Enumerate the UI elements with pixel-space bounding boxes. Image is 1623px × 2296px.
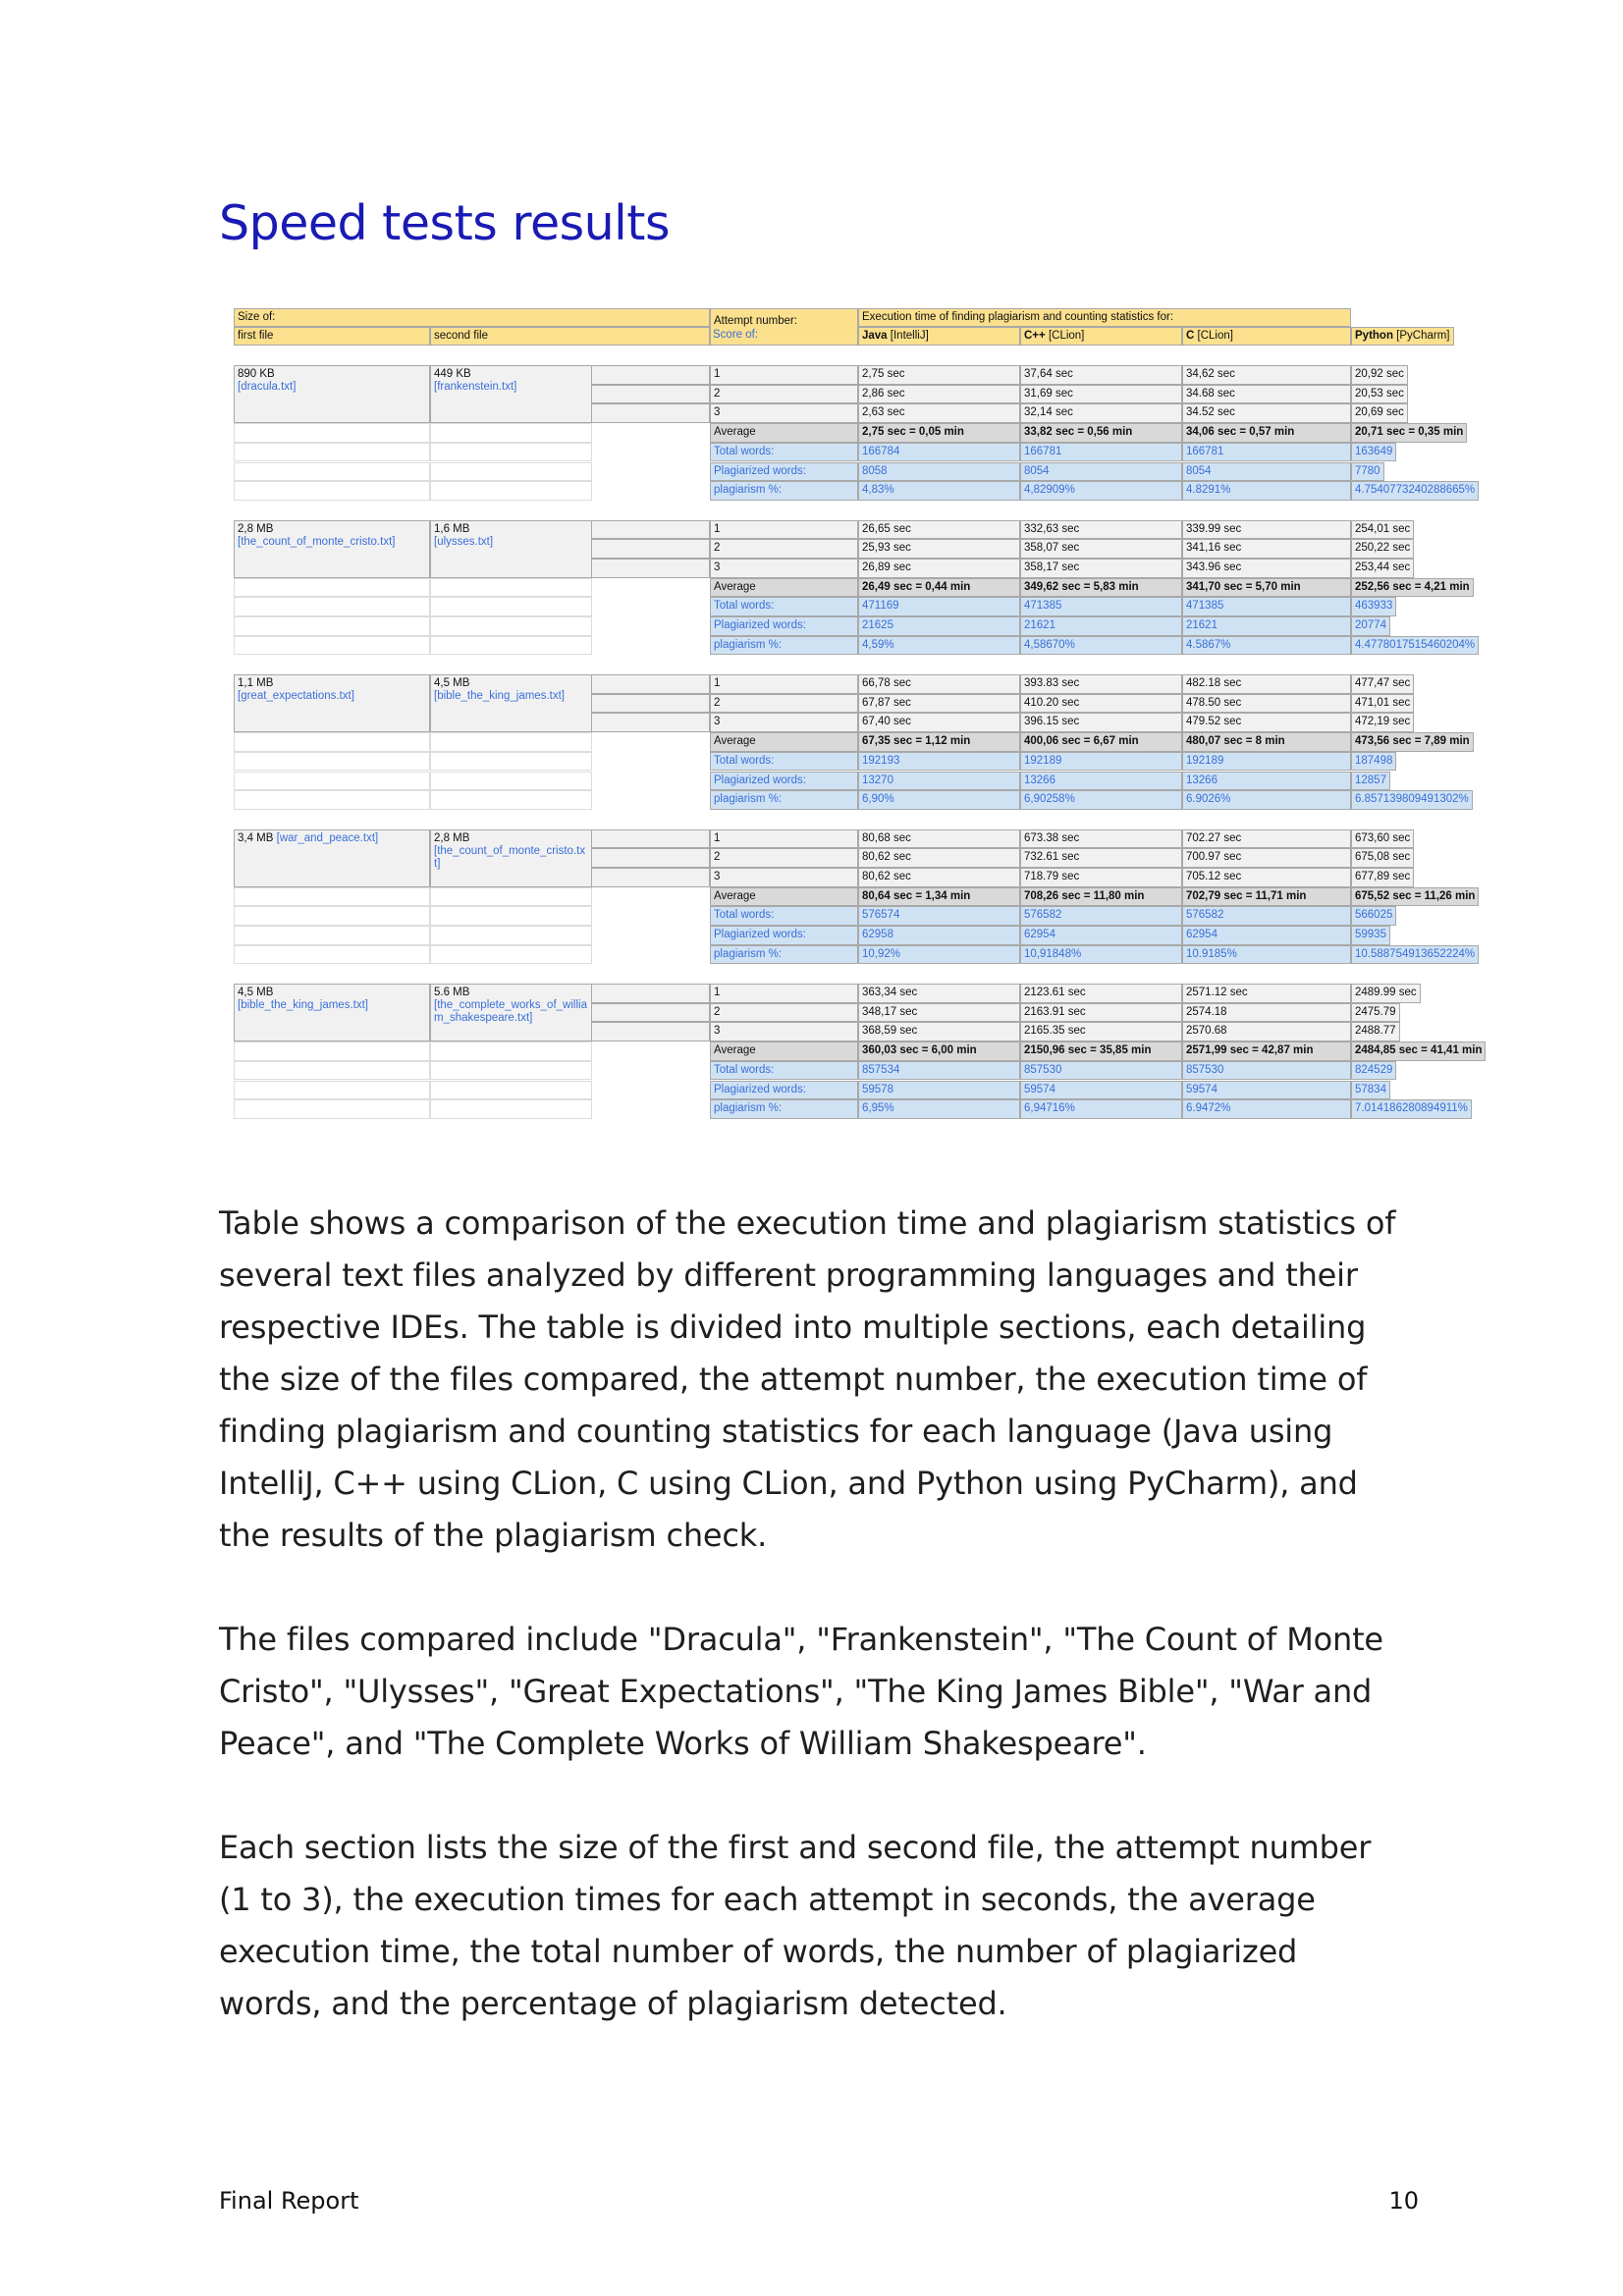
empty-cell [430, 790, 592, 810]
total-words-label: Total words: [710, 1061, 858, 1081]
average-value: 80,64 sec = 1,34 min [858, 887, 1020, 907]
plagiarized-words-value: 12857 [1351, 772, 1390, 791]
average-value: 708,26 sec = 11,80 min [1020, 887, 1182, 907]
plagiarism-pct-value: 10,92% [858, 945, 1020, 965]
attempt-time: 472,19 sec [1351, 713, 1414, 732]
attempt-label: 1 [710, 674, 858, 694]
first-file-name: [the_count_of_monte_cristo.txt] [238, 535, 396, 548]
empty-cell [430, 945, 592, 965]
plagiarized-words-value: 62954 [1182, 926, 1351, 945]
plagiarized-words-label: Plagiarized words: [710, 772, 858, 791]
average-value: 400,06 sec = 6,67 min [1020, 732, 1182, 752]
plagiarized-words-value: 20774 [1351, 616, 1390, 636]
header-attempt-number: Attempt number: [710, 308, 858, 346]
attempt-time: 32,14 sec [1020, 403, 1182, 423]
average-value: 2571,99 sec = 42,87 min [1182, 1041, 1351, 1061]
second-file-name: [bible_the_king_james.txt] [434, 690, 565, 702]
first-file-size: 4,5 MB [238, 987, 274, 998]
spacer-cell [592, 520, 710, 540]
attempt-time: 26,65 sec [858, 520, 1020, 540]
average-value: 26,49 sec = 0,44 min [858, 578, 1020, 598]
attempt-time: 2,86 sec [858, 385, 1020, 404]
attempt-time: 80,62 sec [858, 848, 1020, 868]
lang-ide: [CLion] [1194, 330, 1233, 342]
attempt-time: 718.79 sec [1020, 868, 1182, 887]
plagiarized-words-value: 13266 [1182, 772, 1351, 791]
plagiarism-pct-value: 6,90258% [1020, 790, 1182, 810]
total-words-label: Total words: [710, 443, 858, 462]
plagiarized-words-value: 59574 [1020, 1081, 1182, 1100]
spacer-cell [592, 848, 710, 868]
spacer-cell [592, 385, 710, 404]
total-words-value: 471385 [1020, 597, 1182, 616]
total-words-value: 576574 [858, 906, 1020, 926]
header-size-of: Size of: [234, 308, 710, 327]
empty-cell [430, 1061, 592, 1081]
empty-cell [234, 1041, 430, 1061]
attempt-time: 66,78 sec [858, 674, 1020, 694]
plagiarism-pct-value: 6.9026% [1182, 790, 1351, 810]
empty-cell [430, 732, 592, 752]
paragraph-2: The files compared include "Dracula", "Frankenstein", "The Count of Monte Cristo", "Ulysses", "Great Expectations", "The King James Bible", "War and Peace", and "The Complete Works of William Shakespeare". [219, 1621, 1383, 1762]
total-words-label: Total words: [710, 906, 858, 926]
plagiarized-words-value: 57834 [1351, 1081, 1390, 1100]
attempt-label: 2 [710, 385, 858, 404]
plagiarism-pct-label: plagiarism %: [710, 636, 858, 656]
spacer-cell [592, 365, 710, 385]
plagiarized-words-value: 8058 [858, 462, 1020, 482]
plagiarized-words-value: 13270 [858, 772, 1020, 791]
attempt-time: 673.38 sec [1020, 829, 1182, 849]
empty-cell [234, 906, 430, 926]
empty-cell [234, 481, 430, 501]
attempt-time: 2165.35 sec [1020, 1022, 1182, 1041]
attempt-label: 2 [710, 1003, 858, 1023]
first-file-cell [234, 829, 430, 887]
attempt-time: 20,69 sec [1351, 403, 1408, 423]
total-words-value: 857530 [1020, 1061, 1182, 1081]
empty-cell [234, 926, 430, 945]
second-file-cell [430, 365, 592, 423]
empty-cell [234, 1081, 430, 1100]
attempt-time: 25,93 sec [858, 539, 1020, 559]
attempt-time: 26,89 sec [858, 559, 1020, 578]
average-label: Average [710, 887, 858, 907]
average-label: Average [710, 1041, 858, 1061]
empty-cell [430, 906, 592, 926]
lang-name: Java [862, 330, 888, 342]
header-execution-time: Execution time of finding plagiarism and counting statistics for: [858, 308, 1351, 327]
attempt-time: 478.50 sec [1182, 694, 1351, 714]
empty-cell [430, 752, 592, 772]
total-words-value: 166784 [858, 443, 1020, 462]
average-value: 20,71 sec = 0,35 min [1351, 423, 1467, 443]
plagiarism-pct-value: 10,91848% [1020, 945, 1182, 965]
first-file-size: 3,4 MB [238, 831, 274, 844]
first-file-name: [dracula.txt] [238, 381, 297, 393]
attempt-time: 358,17 sec [1020, 559, 1182, 578]
total-words-value: 163649 [1351, 443, 1396, 462]
paragraph-1: Table shows a comparison of the execution time and plagiarism statistics of several text files analyzed by different programming languages and their respective IDEs. The table is divided into multiple sections, each detailing the size of the files compared, the attempt number, the execution time of finding plagiarism and counting statistics for each language (Java using IntelliJ, C++ using CLion, C using CLion, and Python using PyCharm), and the results of the plagiarism check. [219, 1204, 1396, 1554]
second-file-name: [frankenstein.txt] [434, 381, 517, 393]
plagiarism-pct-value: 7.014186280894911% [1351, 1099, 1472, 1119]
second-file-size: 5.6 MB [434, 987, 470, 998]
first-file-cell [234, 365, 430, 423]
plagiarized-words-value: 62958 [858, 926, 1020, 945]
empty-cell [234, 752, 430, 772]
plagiarized-words-value: 21621 [1020, 616, 1182, 636]
average-value: 2484,85 sec = 41,41 min [1351, 1041, 1486, 1061]
total-words-value: 857534 [858, 1061, 1020, 1081]
plagiarized-words-value: 59578 [858, 1081, 1020, 1100]
empty-cell [430, 423, 592, 443]
header-lang-2 [1182, 327, 1351, 346]
attempt-time: 479.52 sec [1182, 713, 1351, 732]
footer-page-number: 10 [1388, 2187, 1419, 2215]
attempt-time: 341,16 sec [1182, 539, 1351, 559]
attempt-time: 2123.61 sec [1020, 984, 1182, 1003]
plagiarism-pct-label: plagiarism %: [710, 481, 858, 501]
plagiarism-pct-value: 4,83% [858, 481, 1020, 501]
empty-cell [234, 636, 430, 656]
lang-name: C [1186, 330, 1195, 342]
attempt-time: 700.97 sec [1182, 848, 1351, 868]
attempt-time: 250,22 sec [1351, 539, 1414, 559]
average-value: 34,06 sec = 0,57 min [1182, 423, 1351, 443]
spacer-cell [592, 829, 710, 849]
attempt-label: 3 [710, 713, 858, 732]
empty-cell [430, 1099, 592, 1119]
attempt-time: 2475.79 [1351, 1003, 1400, 1023]
spacer-cell [592, 984, 710, 1003]
first-file-cell [234, 984, 430, 1041]
plagiarized-words-value: 21625 [858, 616, 1020, 636]
empty-cell [234, 597, 430, 616]
attempt-label: 3 [710, 559, 858, 578]
attempt-label: 1 [710, 520, 858, 540]
empty-cell [430, 443, 592, 462]
attempt-time: 343.96 sec [1182, 559, 1351, 578]
spacer-cell [592, 539, 710, 559]
first-file-name: [bible_the_king_james.txt] [238, 999, 368, 1011]
attempt-time: 358,07 sec [1020, 539, 1182, 559]
total-words-label: Total words: [710, 597, 858, 616]
spacer-cell [592, 559, 710, 578]
first-file-cell [234, 674, 430, 732]
attempt-time: 67,40 sec [858, 713, 1020, 732]
plagiarized-words-value: 59574 [1182, 1081, 1351, 1100]
total-words-value: 166781 [1182, 443, 1351, 462]
page-title: Speed tests results [219, 195, 671, 251]
empty-cell [430, 481, 592, 501]
plagiarized-words-value: 59935 [1351, 926, 1390, 945]
attempt-time: 705.12 sec [1182, 868, 1351, 887]
plagiarized-words-value: 7780 [1351, 462, 1384, 482]
plagiarism-pct-label: plagiarism %: [710, 945, 858, 965]
spacer-cell [592, 694, 710, 714]
attempt-label: 3 [710, 1022, 858, 1041]
plagiarized-words-value: 8054 [1182, 462, 1351, 482]
empty-cell [430, 597, 592, 616]
lang-ide: [PyCharm] [1392, 330, 1450, 342]
average-value: 675,52 sec = 11,26 min [1351, 887, 1479, 907]
attempt-time: 363,34 sec [858, 984, 1020, 1003]
attempt-label: 2 [710, 848, 858, 868]
plagiarized-words-value: 21621 [1182, 616, 1351, 636]
plagiarism-pct-value: 10.588754913652224% [1351, 945, 1479, 965]
attempt-time: 2488.77 [1351, 1022, 1400, 1041]
plagiarized-words-label: Plagiarized words: [710, 616, 858, 636]
total-words-value: 463933 [1351, 597, 1396, 616]
first-file-name: [war_and_peace.txt] [276, 831, 379, 844]
header-lang-0 [858, 327, 1020, 346]
plagiarism-pct-label: plagiarism %: [710, 1099, 858, 1119]
average-label: Average [710, 423, 858, 443]
total-words-value: 857530 [1182, 1061, 1351, 1081]
first-file-size: 890 KB [238, 368, 275, 380]
attempt-time: 2570.68 [1182, 1022, 1351, 1041]
attempt-time: 34.68 sec [1182, 385, 1351, 404]
attempt-time: 2,63 sec [858, 403, 1020, 423]
attempt-label: 2 [710, 539, 858, 559]
plagiarized-words-label: Plagiarized words: [710, 1081, 858, 1100]
plagiarism-pct-label: plagiarism %: [710, 790, 858, 810]
second-file-cell [430, 674, 592, 732]
spacer-cell [592, 1022, 710, 1041]
header-lang-1 [1020, 327, 1182, 346]
empty-cell [430, 636, 592, 656]
attempt-label: 2 [710, 694, 858, 714]
plagiarism-pct-value: 4,59% [858, 636, 1020, 656]
attempt-time: 477,47 sec [1351, 674, 1414, 694]
total-words-value: 192189 [1182, 752, 1351, 772]
attempt-time: 80,62 sec [858, 868, 1020, 887]
plagiarism-pct-value: 10.9185% [1182, 945, 1351, 965]
second-file-name: [ulysses.txt] [434, 535, 494, 548]
empty-cell [430, 578, 592, 598]
attempt-time: 34,62 sec [1182, 365, 1351, 385]
attempt-time: 2571.12 sec [1182, 984, 1351, 1003]
second-file-cell [430, 829, 592, 887]
attempt-time: 471,01 sec [1351, 694, 1414, 714]
attempt-time: 2,75 sec [858, 365, 1020, 385]
header-first-file: first file [234, 327, 430, 346]
plagiarism-pct-value: 4,82909% [1020, 481, 1182, 501]
total-words-value: 192193 [858, 752, 1020, 772]
empty-cell [234, 1061, 430, 1081]
empty-cell [234, 732, 430, 752]
lang-name: C++ [1024, 330, 1046, 342]
second-file-size: 1,6 MB [434, 522, 470, 535]
total-words-value: 187498 [1351, 752, 1396, 772]
plagiarism-pct-value: 6.9472% [1182, 1099, 1351, 1119]
attempt-time: 37,64 sec [1020, 365, 1182, 385]
average-value: 67,35 sec = 1,12 min [858, 732, 1020, 752]
empty-cell [234, 423, 430, 443]
second-file-cell [430, 984, 592, 1041]
attempt-time: 368,59 sec [858, 1022, 1020, 1041]
plagiarism-pct-value: 4.8291% [1182, 481, 1351, 501]
average-value: 349,62 sec = 5,83 min [1020, 578, 1182, 598]
spacer-cell [592, 713, 710, 732]
empty-cell [430, 772, 592, 791]
total-words-value: 471385 [1182, 597, 1351, 616]
empty-cell [430, 462, 592, 482]
attempt-time: 332,63 sec [1020, 520, 1182, 540]
attempt-label: 3 [710, 403, 858, 423]
first-file-cell [234, 520, 430, 578]
attempt-time: 348,17 sec [858, 1003, 1020, 1023]
first-file-size: 1,1 MB [238, 677, 274, 689]
total-words-value: 471169 [858, 597, 1020, 616]
empty-cell [234, 616, 430, 636]
plagiarism-pct-value: 4.7540773240288665% [1351, 481, 1479, 501]
plagiarism-pct-value: 6,94716% [1020, 1099, 1182, 1119]
attempt-time: 339.99 sec [1182, 520, 1351, 540]
average-value: 252,56 sec = 4,21 min [1351, 578, 1474, 598]
average-value: 2150,96 sec = 35,85 min [1020, 1041, 1182, 1061]
first-file-size: 2,8 MB [238, 522, 274, 535]
attempt-time: 675,08 sec [1351, 848, 1414, 868]
average-label: Average [710, 578, 858, 598]
empty-cell [234, 790, 430, 810]
empty-cell [234, 443, 430, 462]
empty-cell [234, 1099, 430, 1119]
average-value: 33,82 sec = 0,56 min [1020, 423, 1182, 443]
average-value: 2,75 sec = 0,05 min [858, 423, 1020, 443]
total-words-value: 566025 [1351, 906, 1396, 926]
plagiarized-words-value: 62954 [1020, 926, 1182, 945]
attempt-time: 410.20 sec [1020, 694, 1182, 714]
average-value: 341,70 sec = 5,70 min [1182, 578, 1351, 598]
empty-cell [234, 578, 430, 598]
attempt-time: 34.52 sec [1182, 403, 1351, 423]
attempt-time: 482.18 sec [1182, 674, 1351, 694]
total-words-value: 576582 [1182, 906, 1351, 926]
spacer-cell [592, 403, 710, 423]
plagiarized-words-value: 13266 [1020, 772, 1182, 791]
attempt-time: 20,53 sec [1351, 385, 1408, 404]
lang-name: Python [1355, 330, 1393, 342]
second-file-name: [the_count_of_monte_cristo.txt] [434, 844, 586, 870]
plagiarism-pct-value: 6,90% [858, 790, 1020, 810]
empty-cell [234, 945, 430, 965]
second-file-size: 2,8 MB [434, 831, 470, 844]
plagiarized-words-label: Plagiarized words: [710, 462, 858, 482]
lang-ide: [IntelliJ] [887, 330, 929, 342]
plagiarism-pct-value: 6,95% [858, 1099, 1020, 1119]
total-words-value: 192189 [1020, 752, 1182, 772]
total-words-value: 166781 [1020, 443, 1182, 462]
speed-results-table [234, 308, 1483, 1121]
attempt-time: 20,92 sec [1351, 365, 1408, 385]
attempt-time: 80,68 sec [858, 829, 1020, 849]
empty-cell [430, 1081, 592, 1100]
attempt-time: 702.27 sec [1182, 829, 1351, 849]
attempt-label: 1 [710, 365, 858, 385]
plagiarism-pct-value: 6.857139809491302% [1351, 790, 1473, 810]
empty-cell [234, 887, 430, 907]
total-words-value: 824529 [1351, 1061, 1396, 1081]
plagiarism-pct-value: 4,58670% [1020, 636, 1182, 656]
plagiarized-words-value: 8054 [1020, 462, 1182, 482]
attempt-label: 1 [710, 829, 858, 849]
average-value: 360,03 sec = 6,00 min [858, 1041, 1020, 1061]
empty-cell [430, 926, 592, 945]
average-value: 702,79 sec = 11,71 min [1182, 887, 1351, 907]
second-file-name: [the_complete_works_of_william_shakespeare.txt] [434, 999, 587, 1024]
attempt-time: 393.83 sec [1020, 674, 1182, 694]
attempt-time: 67,87 sec [858, 694, 1020, 714]
empty-cell [430, 1041, 592, 1061]
header-second-file: second file [430, 327, 710, 346]
empty-cell [234, 462, 430, 482]
total-words-value: 576582 [1020, 906, 1182, 926]
second-file-size: 4,5 MB [434, 677, 470, 689]
attempt-time: 2574.18 [1182, 1003, 1351, 1023]
second-file-size: 449 KB [434, 368, 471, 380]
lang-ide: [CLion] [1045, 330, 1085, 342]
average-value: 480,07 sec = 8 min [1182, 732, 1351, 752]
spacer-cell [592, 674, 710, 694]
attempt-time: 2163.91 sec [1020, 1003, 1182, 1023]
total-words-label: Total words: [710, 752, 858, 772]
attempt-time: 396.15 sec [1020, 713, 1182, 732]
attempt-label: 1 [710, 984, 858, 1003]
spacer-cell [592, 1003, 710, 1023]
attempt-time: 732.61 sec [1020, 848, 1182, 868]
average-label: Average [710, 732, 858, 752]
attempt-time: 677,89 sec [1351, 868, 1414, 887]
average-value: 473,56 sec = 7,89 min [1351, 732, 1474, 752]
second-file-cell [430, 520, 592, 578]
attempt-time: 673,60 sec [1351, 829, 1414, 849]
attempt-time: 253,44 sec [1351, 559, 1414, 578]
empty-cell [234, 772, 430, 791]
attempt-time: 254,01 sec [1351, 520, 1414, 540]
header-lang-3 [1351, 327, 1454, 346]
paragraph-3: Each section lists the size of the first and second file, the attempt number (1 to 3), the execution times for each attempt in seconds, the average execution time, the total number of words, the number of plagiarized words, and the percentage of plagiarism detected. [219, 1829, 1372, 2022]
spacer-cell [592, 868, 710, 887]
attempt-time: 31,69 sec [1020, 385, 1182, 404]
empty-cell [430, 616, 592, 636]
plagiarism-pct-value: 4.5867% [1182, 636, 1351, 656]
footer-left: Final Report [219, 2187, 359, 2215]
attempt-time: 2489.99 sec [1351, 984, 1421, 1003]
header-score-of: Score of: [713, 329, 759, 341]
first-file-name: [great_expectations.txt] [238, 690, 354, 702]
plagiarized-words-label: Plagiarized words: [710, 926, 858, 945]
plagiarism-pct-value: 4.4778017515460204% [1351, 636, 1479, 656]
empty-cell [430, 887, 592, 907]
attempt-label: 3 [710, 868, 858, 887]
